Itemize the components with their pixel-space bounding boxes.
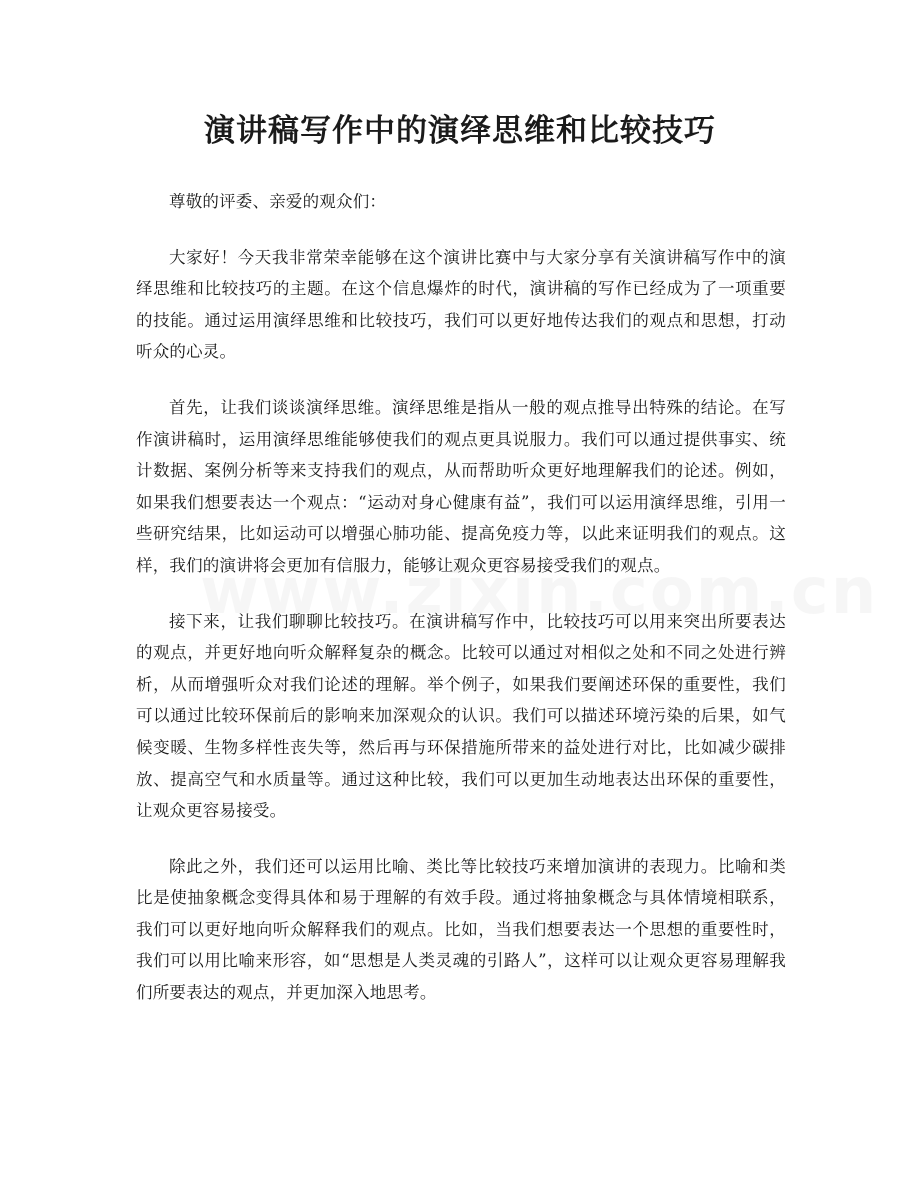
document-title: 演讲稿写作中的演绎思维和比较技巧 — [204, 113, 716, 149]
paragraph-deductive-thinking: 首先，让我们谈谈演绎思维。演绎思维是指从一般的观点推导出特殊的结论。在写作演讲稿时，运用演绎思维能够使我们的观点更具说服力。我们可以通过提供事实、统计数据、案例分析等来支持我们的观点，从而帮助听众更好地理解我们的论述。例如，如果我们想要表达一个观点：“运动对身心健康有益”，我们可以运用演绎思维，引用一些研究结果，比如运动可以增强心肺功能、提高免疫力等，以此来证明我们的观点。这样，我们的演讲将会更加有信服力，能够让观众更容易接受我们的观点。 — [136, 397, 786, 575]
paragraph-salutation: 尊敬的评委、亲爱的观众们： — [169, 192, 387, 211]
paragraph-metaphor-analogy: 除此之外，我们还可以运用比喻、类比等比较技巧来增加演讲的表现力。比喻和类比是使抽象概念变得具体和易于理解的有效手段。通过将抽象概念与具体情境相联系，我们可以更好地向听众解释我们的观点。比如，当我们想要表达一个思想的重要性时，我们可以用比喻来形容，如“思想是人类灵魂的引路人”，这样可以让观众更容易理解我们所要表达的观点，并更加深入地思考。 — [136, 856, 786, 1003]
document-body — [136, 186, 786, 1033]
paragraph-comparison-techniques: 接下来，让我们聊聊比较技巧。在演讲稿写作中，比较技巧可以用来突出所要表达的观点，并更好地向听众解释复杂的概念。比较可以通过对相似之处和不同之处进行辨析，从而增强听众对我们论述的理解。举个例子，如果我们要阐述环保的重要性，我们可以通过比较环保前后的影响来加深观众的认识。我们可以描述环境污染的后果，如气候变暖、生物多样性丧失等，然后再与环保措施所带来的益处进行对比，比如减少碳排放、提高空气和水质量等。通过这种比较，我们可以更加生动地表达出环保的重要性，让观众更容易接受。 — [136, 611, 786, 821]
paragraph-introduction: 大家好！今天我非常荣幸能够在这个演讲比赛中与大家分享有关演讲稿写作中的演绎思维和比较技巧的主题。在这个信息爆炸的时代，演讲稿的写作已经成为了一项重要的技能。通过运用演绎思维和比较技巧，我们可以更好地传达我们的观点和思想，打动听众的心灵。 — [136, 247, 786, 362]
